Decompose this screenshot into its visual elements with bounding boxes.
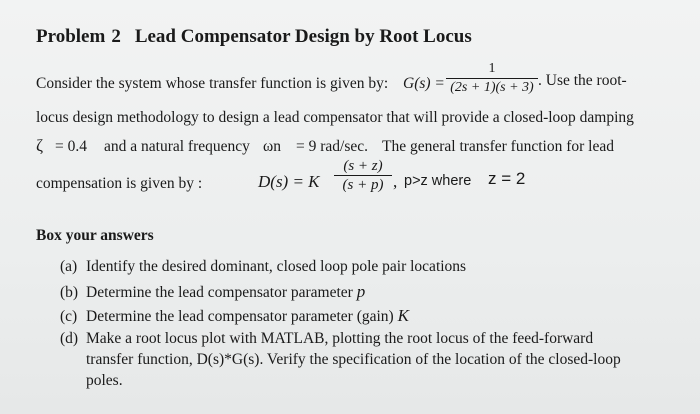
gs-lhs: G(s) =	[403, 75, 445, 92]
problem-label: Problem	[36, 26, 106, 47]
problem-number: 2	[111, 26, 121, 47]
item-label: (a)	[60, 258, 78, 275]
ds-numerator: (s + z)	[343, 158, 383, 174]
item-label: (d)	[60, 330, 79, 347]
question-item-d-line3	[86, 372, 123, 390]
gs-denominator: (2s + 1)(s + 3)	[450, 80, 534, 95]
item-text: poles.	[86, 372, 123, 389]
ds-fraction-bar	[334, 175, 392, 176]
item-variable: K	[397, 306, 409, 325]
box-answers-heading: Box your answers	[36, 227, 154, 244]
ds-comma: ,	[393, 172, 398, 191]
item-text: transfer function, D(s)*G(s). Verify the specification of the location of the closed-loop	[86, 351, 621, 368]
compensator-condition: p>z where	[404, 173, 472, 189]
item-text: Identify the desired dominant, closed loop pole pair locations	[86, 258, 467, 275]
gs-fraction	[446, 61, 538, 96]
intro-line4-prefix: compensation is given by :	[36, 175, 203, 192]
question-item-a	[60, 258, 466, 276]
intro-line2: locus design methodology to design a lead compensator that will provide a closed-loop damping	[36, 109, 634, 126]
question-item-d-line2	[86, 351, 621, 369]
intro-line1-prefix: Consider the system whose transfer function is given by:	[36, 75, 389, 92]
and-natural-frequency-text: and a natural frequency	[104, 138, 250, 155]
question-item-b	[60, 282, 365, 302]
question-item-d	[60, 330, 593, 348]
item-label: (c)	[60, 308, 78, 325]
question-item-c	[60, 306, 409, 326]
gs-numerator: 1	[488, 61, 496, 76]
intro-line1-suffix: . Use the root-	[538, 72, 627, 89]
item-text: Make a root locus plot with MATLAB, plotting the root locus of the feed-forward	[86, 330, 594, 347]
ds-denominator: (s + p)	[342, 177, 384, 193]
zeta-symbol: ζ	[36, 136, 44, 155]
z-equals-value: z = 2	[488, 169, 526, 188]
item-label: (b)	[60, 284, 79, 301]
problem-name: Lead Compensator Design by Root Locus	[134, 26, 472, 47]
gs-fraction-bar	[446, 78, 538, 79]
item-text: Determine the lead compensator parameter	[86, 284, 353, 301]
ds-fraction	[334, 158, 392, 193]
problem-title	[36, 26, 472, 48]
intro-line3-suffix: The general transfer function for lead	[382, 138, 614, 155]
zeta-value: = 0.4	[55, 138, 87, 155]
omega-value: = 9 rad/sec.	[296, 138, 369, 155]
omega-symbol: ωn	[263, 138, 281, 155]
item-variable: p	[356, 282, 366, 301]
item-text: Determine the lead compensator parameter (gain)	[86, 308, 394, 325]
ds-lhs: D(s) = K	[258, 172, 320, 191]
